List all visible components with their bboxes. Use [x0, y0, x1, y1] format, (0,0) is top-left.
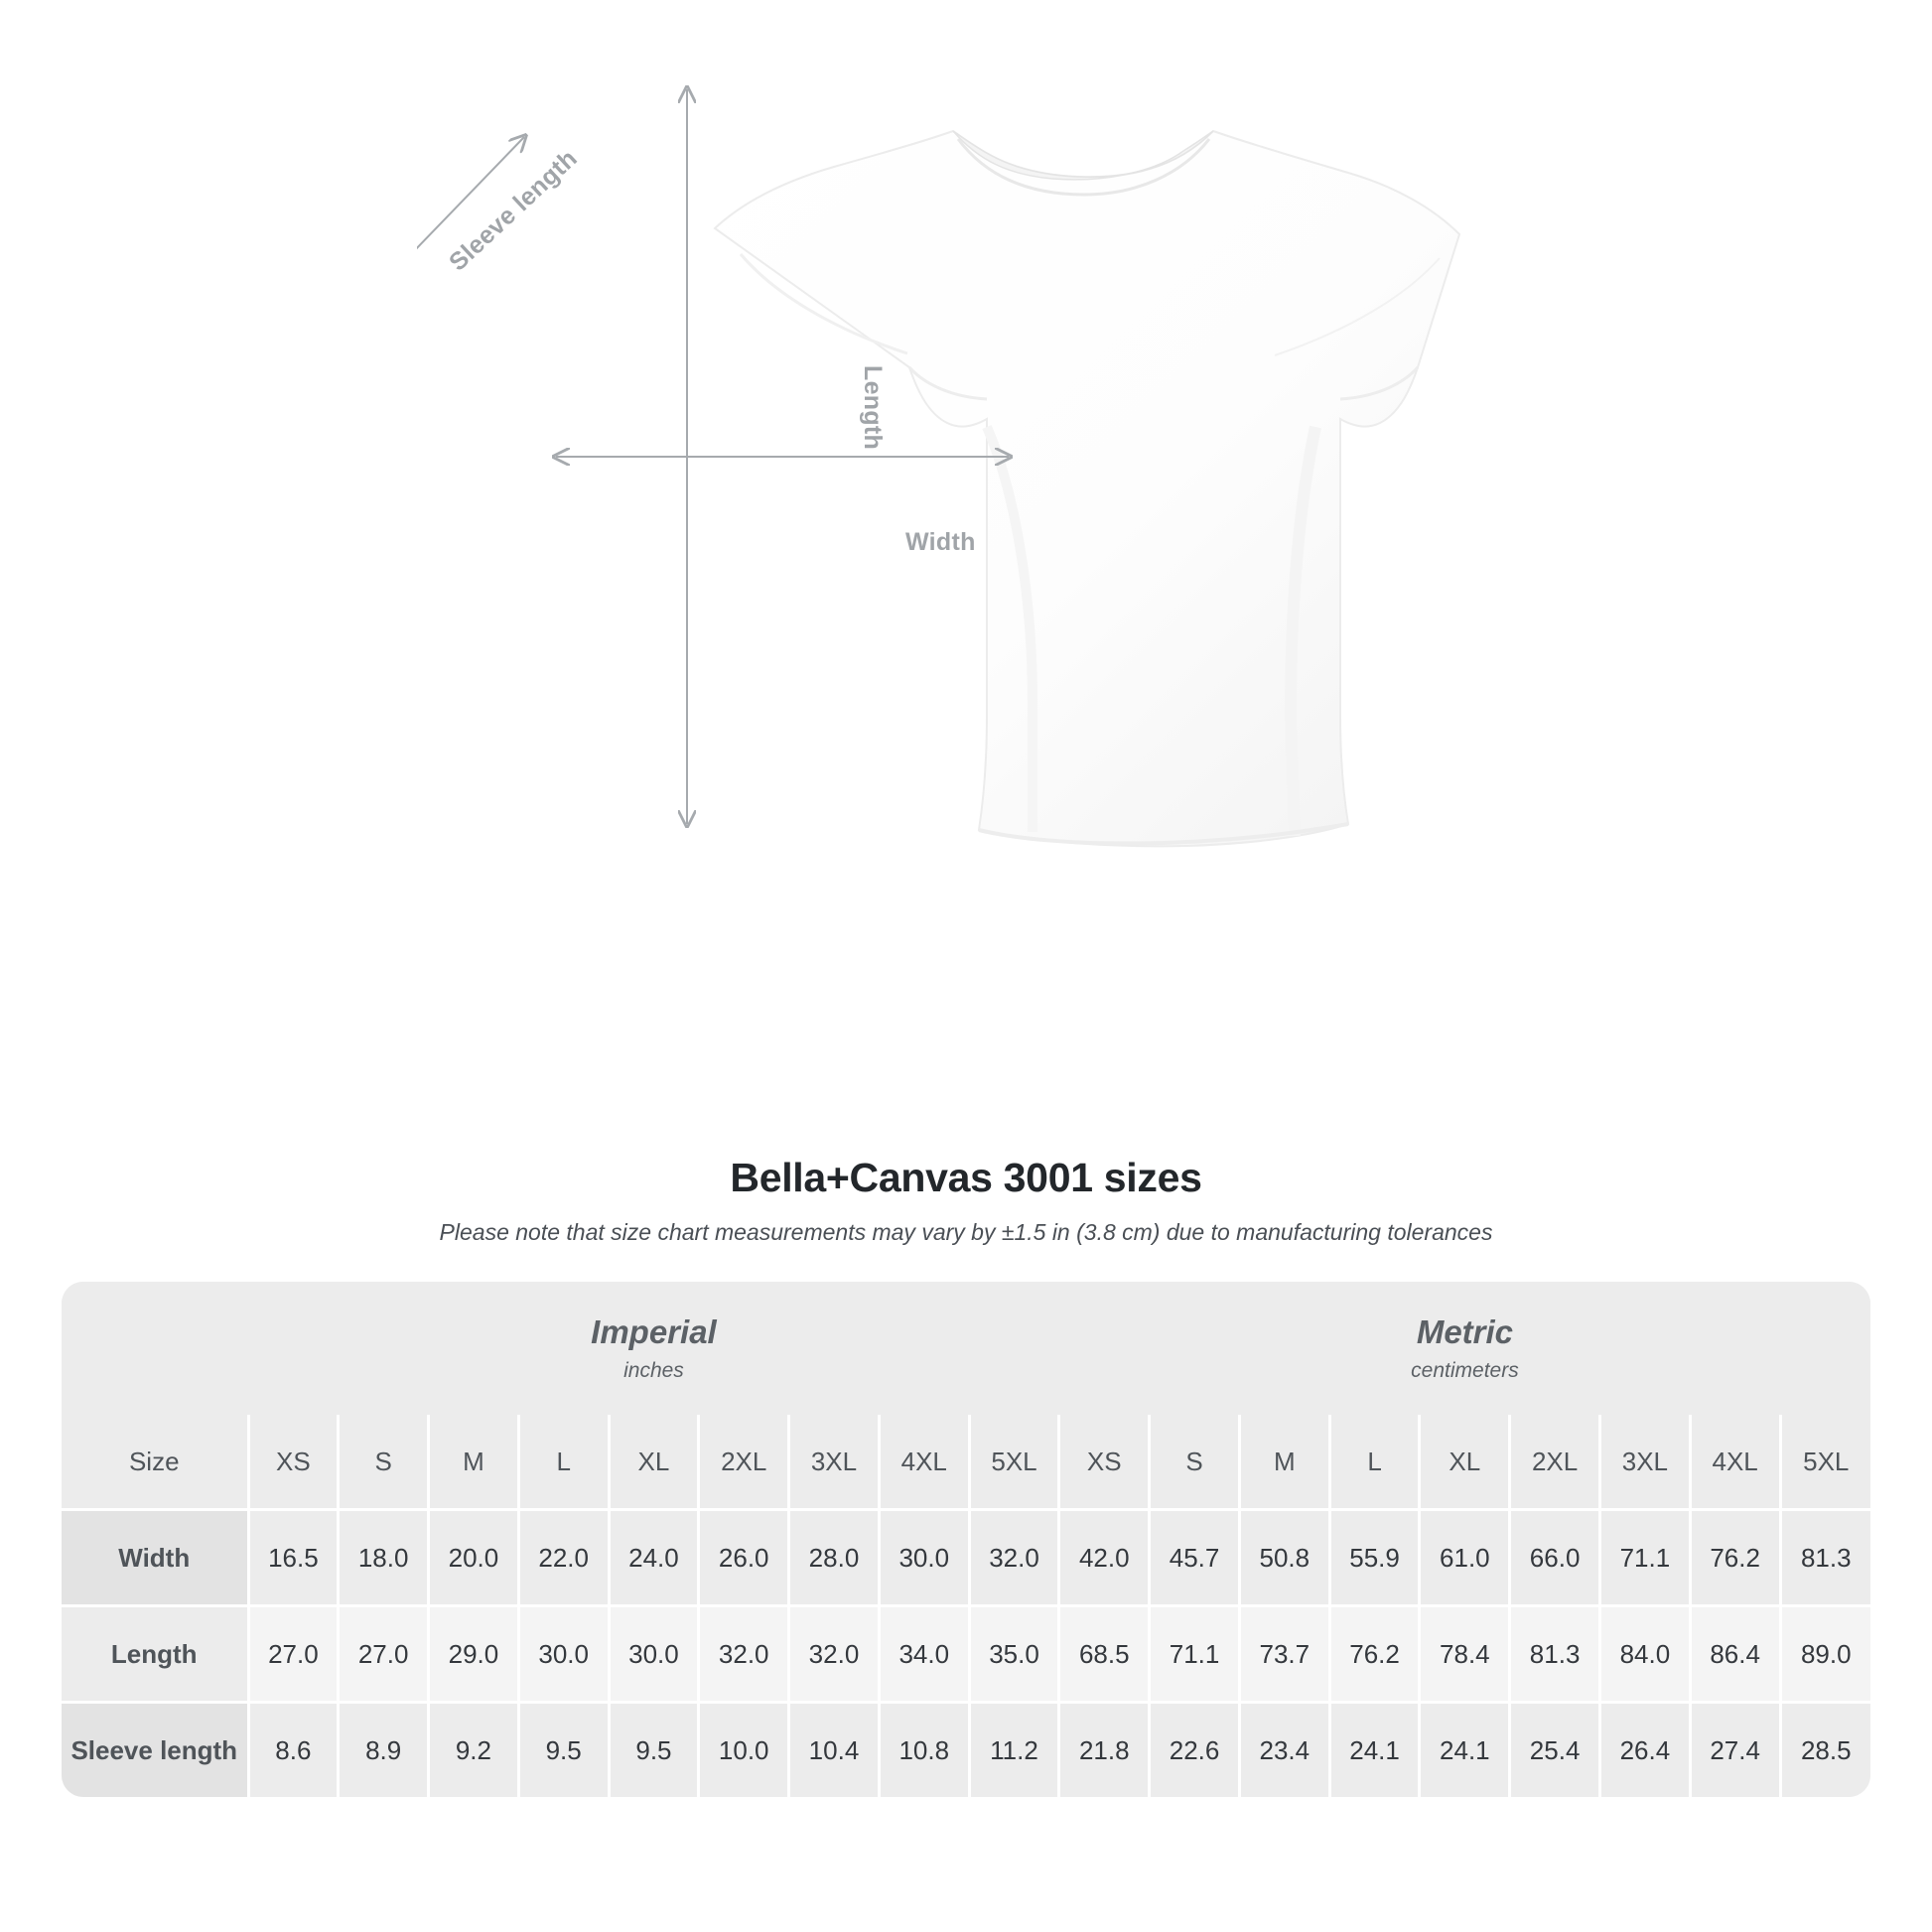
size-header-imperial-5: 2XL [699, 1415, 789, 1510]
cell-sleeve-metric-5: 25.4 [1510, 1703, 1600, 1798]
tshirt-graphic [417, 69, 1509, 1082]
cell-width-metric-3: 55.9 [1329, 1510, 1420, 1606]
unit-group-imperial-name: Imperial [591, 1313, 717, 1350]
cell-width-imperial-0: 16.5 [248, 1510, 339, 1606]
cell-sleeve-metric-4: 24.1 [1420, 1703, 1510, 1798]
size-header-imperial-4: XL [609, 1415, 699, 1510]
table-row [62, 1606, 1870, 1703]
cell-length-imperial-5: 32.0 [699, 1606, 789, 1703]
size-header-metric-0: XS [1059, 1415, 1150, 1510]
title-block [0, 1155, 1932, 1246]
cell-sleeve-imperial-0: 8.6 [248, 1703, 339, 1798]
page-title: Bella+Canvas 3001 sizes [730, 1155, 1202, 1200]
cell-width-metric-5: 66.0 [1510, 1510, 1600, 1606]
row-label-length: Length [62, 1606, 248, 1703]
unit-spacer-cell [62, 1282, 248, 1415]
cell-width-metric-8: 81.3 [1780, 1510, 1870, 1606]
row-label-sleeve-length: Sleeve length [62, 1703, 248, 1798]
cell-width-metric-4: 61.0 [1420, 1510, 1510, 1606]
cell-length-imperial-6: 32.0 [789, 1606, 880, 1703]
size-header-metric-5: 2XL [1510, 1415, 1600, 1510]
size-chart-table-wrap [62, 1282, 1870, 1797]
unit-group-metric-name: Metric [1416, 1313, 1514, 1350]
table-row [62, 1510, 1870, 1606]
cell-sleeve-imperial-2: 9.2 [429, 1703, 519, 1798]
cell-width-imperial-7: 30.0 [879, 1510, 969, 1606]
cell-width-imperial-6: 28.0 [789, 1510, 880, 1606]
cell-length-metric-4: 78.4 [1420, 1606, 1510, 1703]
cell-length-metric-2: 73.7 [1239, 1606, 1329, 1703]
cell-length-imperial-8: 35.0 [969, 1606, 1059, 1703]
cell-length-metric-6: 84.0 [1599, 1606, 1690, 1703]
table-row [62, 1703, 1870, 1798]
size-header-metric-1: S [1150, 1415, 1240, 1510]
size-header-imperial-7: 4XL [879, 1415, 969, 1510]
size-header-metric-3: L [1329, 1415, 1420, 1510]
cell-sleeve-metric-3: 24.1 [1329, 1703, 1420, 1798]
cell-sleeve-metric-2: 23.4 [1239, 1703, 1329, 1798]
cell-length-imperial-4: 30.0 [609, 1606, 699, 1703]
unit-group-imperial-sub: inches [623, 1359, 684, 1382]
cell-width-metric-7: 76.2 [1690, 1510, 1780, 1606]
cell-length-metric-8: 89.0 [1780, 1606, 1870, 1703]
unit-header-row [62, 1282, 1870, 1415]
size-chart-table [62, 1282, 1870, 1797]
size-header-imperial-0: XS [248, 1415, 339, 1510]
size-header-metric-8: 5XL [1780, 1415, 1870, 1510]
cell-length-imperial-2: 29.0 [429, 1606, 519, 1703]
size-header-imperial-3: L [518, 1415, 609, 1510]
cell-width-metric-0: 42.0 [1059, 1510, 1150, 1606]
width-dimension-label: Width [905, 528, 976, 556]
size-header-metric-2: M [1239, 1415, 1329, 1510]
cell-sleeve-metric-1: 22.6 [1150, 1703, 1240, 1798]
cell-sleeve-imperial-5: 10.0 [699, 1703, 789, 1798]
size-header-imperial-2: M [429, 1415, 519, 1510]
unit-group-imperial [248, 1282, 1059, 1415]
size-header-imperial-8: 5XL [969, 1415, 1059, 1510]
cell-sleeve-metric-7: 27.4 [1690, 1703, 1780, 1798]
size-header-metric-6: 3XL [1599, 1415, 1690, 1510]
cell-width-imperial-2: 20.0 [429, 1510, 519, 1606]
cell-width-metric-2: 50.8 [1239, 1510, 1329, 1606]
cell-length-imperial-3: 30.0 [518, 1606, 609, 1703]
size-header-imperial-1: S [339, 1415, 429, 1510]
size-header-row [62, 1415, 1870, 1510]
cell-width-imperial-8: 32.0 [969, 1510, 1059, 1606]
cell-sleeve-imperial-8: 11.2 [969, 1703, 1059, 1798]
cell-sleeve-metric-8: 28.5 [1780, 1703, 1870, 1798]
cell-length-metric-1: 71.1 [1150, 1606, 1240, 1703]
cell-width-metric-1: 45.7 [1150, 1510, 1240, 1606]
cell-length-metric-7: 86.4 [1690, 1606, 1780, 1703]
cell-length-metric-0: 68.5 [1059, 1606, 1150, 1703]
cell-length-imperial-0: 27.0 [248, 1606, 339, 1703]
cell-length-imperial-1: 27.0 [339, 1606, 429, 1703]
tolerance-note: Please note that size chart measurements may vary by ±1.5 in (3.8 cm) due to manufacturing tolerances [439, 1219, 1493, 1245]
unit-group-metric-sub: centimeters [1411, 1359, 1519, 1382]
size-header-imperial-6: 3XL [789, 1415, 880, 1510]
cell-sleeve-imperial-7: 10.8 [879, 1703, 969, 1798]
cell-sleeve-imperial-6: 10.4 [789, 1703, 880, 1798]
length-dimension-label: Length [859, 365, 887, 451]
cell-sleeve-imperial-3: 9.5 [518, 1703, 609, 1798]
row-label-width: Width [62, 1510, 248, 1606]
size-header-label: Size [62, 1415, 248, 1510]
cell-width-imperial-4: 24.0 [609, 1510, 699, 1606]
unit-group-metric [1059, 1282, 1870, 1415]
size-header-metric-7: 4XL [1690, 1415, 1780, 1510]
cell-width-imperial-1: 18.0 [339, 1510, 429, 1606]
cell-sleeve-imperial-1: 8.9 [339, 1703, 429, 1798]
cell-sleeve-metric-0: 21.8 [1059, 1703, 1150, 1798]
cell-length-metric-5: 81.3 [1510, 1606, 1600, 1703]
cell-width-metric-6: 71.1 [1599, 1510, 1690, 1606]
cell-sleeve-imperial-4: 9.5 [609, 1703, 699, 1798]
cell-length-metric-3: 76.2 [1329, 1606, 1420, 1703]
sleeve-length-dimension-label: Sleeve length [444, 144, 583, 277]
cell-sleeve-metric-6: 26.4 [1599, 1703, 1690, 1798]
cell-width-imperial-3: 22.0 [518, 1510, 609, 1606]
cell-width-imperial-5: 26.0 [699, 1510, 789, 1606]
cell-length-imperial-7: 34.0 [879, 1606, 969, 1703]
size-header-metric-4: XL [1420, 1415, 1510, 1510]
